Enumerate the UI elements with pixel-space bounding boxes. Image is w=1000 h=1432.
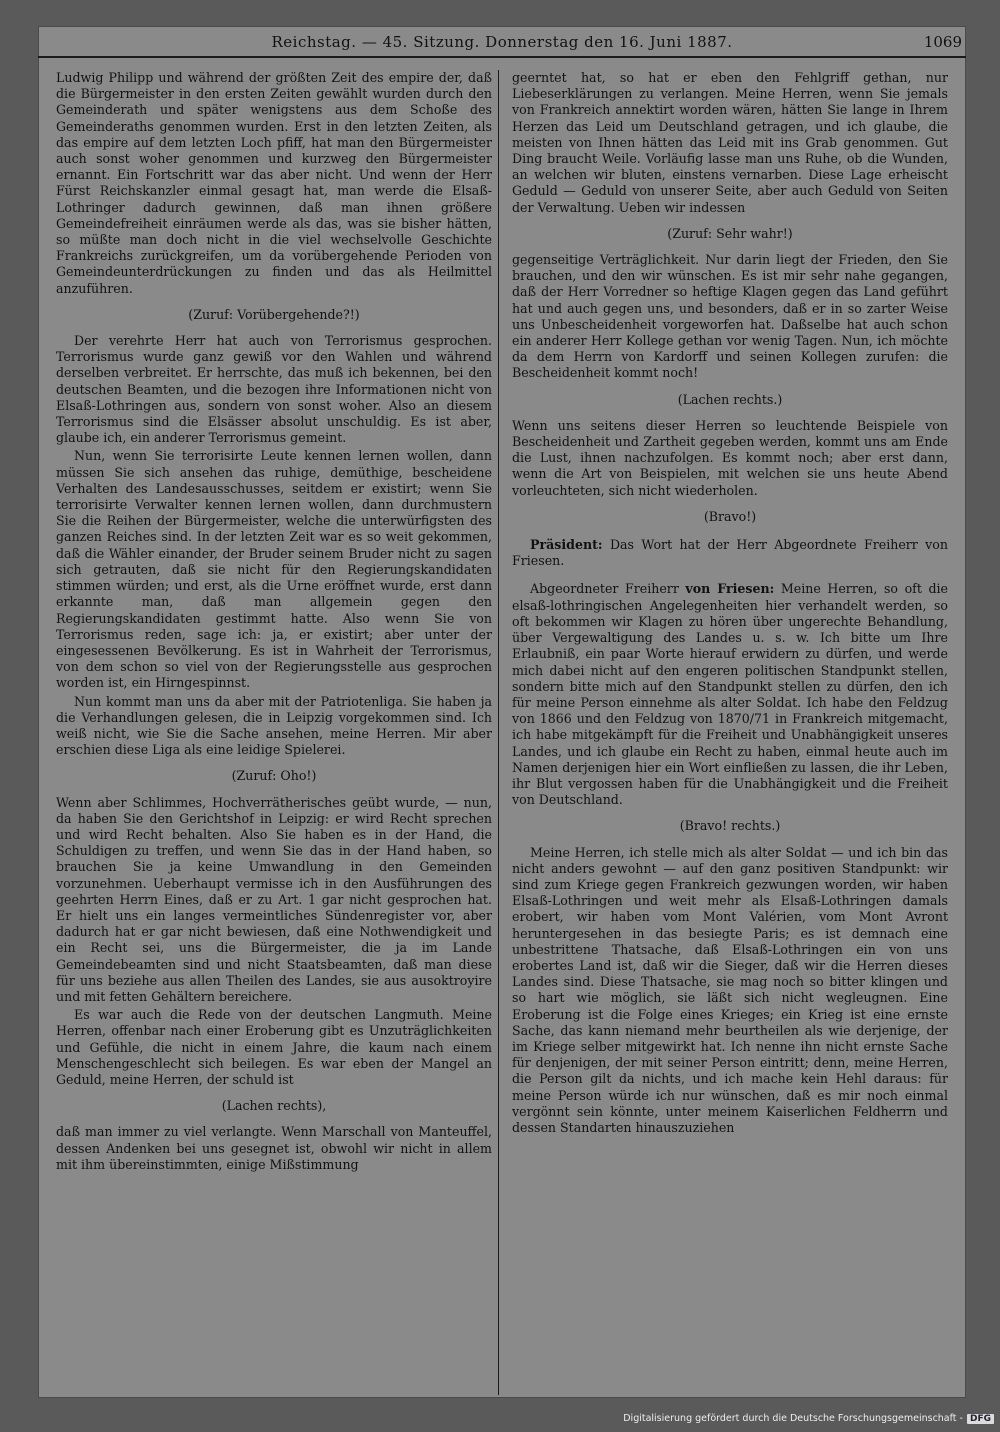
paragraph: Meine Herren, ich stelle mich als alter Soldat — und ich bin das nicht anders gewohnt — auf den ganz positiven Standpunkt: wir sind zum Kriege gegen Frankreich gezwungen worden, wir haben Elsaß-Lothringen und weit mehr als Elsaß-Lothringen damals erobert, wir haben vom Mont Valérien, vom Mont Avront heruntergesehen in das besiegte Paris; es ist demnach eine unbestrittene Thatsache, daß Elsaß-Lothringen ein von uns erobertes Land ist, daß wir die Sieger, daß wir die Herren dieses Landes sind. Diese Thatsache, sie mag noch so bitter klingen und so hart wie möglich, sie läßt sich nicht wegleugnen. Eine Eroberung ist die Folge eines Krieges; ein Krieg ist eine ernste Sache, das kann niemand mehr beurtheilen als wie derjenige, der im Kriege selber mitgewirkt hat. Ich nenne ihn nicht ernste Sache für denjenigen, der mit seiner Person eintritt; denn, meine Herren, die Person gilt da nichts, und ich mache kein Hehl daraus: für meine Person würde ich nur wünschen, daß es mir noch einmal vergönnt sein könnte, unter meinem Kaiserlichen Feldherrn und dessen Standarten hinauszuziehen bbox=[512, 844, 948, 1135]
speaker-name: von Friesen: bbox=[685, 581, 775, 597]
dfg-logo: DFG bbox=[967, 1414, 994, 1424]
page-number: 1069 bbox=[923, 33, 962, 51]
paragraph: Wenn aber Schlimmes, Hochverrätherisches geübt wurde, — nun, da haben Sie den Gerichtshof in Leipzig: er wird Recht sprechen und wird Recht behalten. Also Sie haben es in der Hand, die Schuldigen zu treffen, und wenn Sie das in der Hand haben, so brauchen Sie ja keine Umwandlung in den Gemeinden vorzunehmen. Ueberhaupt vermisse ich in den Ausführungen des geehrten Herrn Eines, daß er zu Art. 1 gar nicht gesprochen hat. Er hielt uns ein langes vermeintliches Sündenregister vor, aber dadurch hat er gar nicht bewiesen, daß eine Nothwendigkeit und ein Recht sei, uns die Bürgermeister, die ja im Lande Gemeindebeamten sind und nicht Staatsbeamten, daß man diese für uns beziehe aus allen Theilen des Landes, sie aus ausoktroyire und mit fetten Gehältern bereichere. bbox=[56, 794, 492, 1004]
paragraph: Es war auch die Rede von der deutschen Langmuth. Meine Herren, offenbar nach einer Eroberung gibt es Unzuträglichkeiten und Gefühle, die nicht in einem Jahre, die kaum nach einem Menschengeschlecht sich beilegen. Es war eben der Mangel an Geduld, meine Herren, der schuld ist bbox=[56, 1007, 492, 1087]
interjection: (Lachen rechts.) bbox=[677, 391, 783, 407]
paragraph: Wenn uns seitens dieser Herren so leuchtende Beispiele von Bescheidenheit und Zartheit gegeben werden, kommt uns am Ende die Lust, ihnen nachzufolgen. Es kommt noch; aber erst dann, wenn die Art von Beispielen, mit welchen sie uns heute Abend vorleuchteten, sich nicht wiederholen. bbox=[512, 417, 948, 498]
paragraph: geerntet hat, so hat er eben den Fehlgriff gethan, nur Liebeserklärungen zu verlangen. Meine Herren, wenn Sie jemals von Frankreich annektirt worden wären, hätten Sie lange in Ihrem Herzen das Leid um Deutschland getragen, und ich glaube, die meisten von Ihnen hätten das Leid mit ins Grab genommen. Gut Ding braucht Weile. Vorläufig lasse man uns Ruhe, ob die Wunden, an welchen wir bluten, einstens vernarben. Diese Lage erheischt Geduld — Geduld von unserer Seite, aber auch Geduld von Seiten der Verwaltung. Ueben wir indessen bbox=[512, 70, 948, 215]
paragraph: gegenseitige Verträglichkeit. Nur darin liegt der Frieden, den Sie brauchen, und den wir wünschen. Es ist mir sehr nahe gegangen, daß der Herr Vorredner so heftige Klagen gegen das Land geführt hat und auch gegen uns, und besonders, daß er in so zarter Weise uns Unbescheidenheit vorgeworfen hat. Daßselbe hat auch schon ein anderer Herr Kollege gethan vor wenig Tagen. Nun, ich möchte da dem Herrn von Kardorff und seinen Kollegen zurufen: die Bescheidenheit kommt noch! bbox=[512, 252, 948, 381]
interjection: (Bravo! rechts.) bbox=[679, 818, 781, 834]
speaker-prefix: Abgeordneter Freiherr bbox=[530, 581, 679, 597]
digitization-footer bbox=[0, 1413, 994, 1427]
paragraph: Nun kommt man uns da aber mit der Patriotenliga. Sie haben ja die Verhandlungen gelesen, die in Leipzig vorgekommen sind. Ich weiß nicht, wie Sie die Sache ansehen, meine Herren. Mir aber erschien diese Liga als eine leidige Spielerei. bbox=[56, 693, 492, 758]
footer-text: Digitalisierung gefördert durch die Deutsche Forschungsgemeinschaft - bbox=[623, 1413, 963, 1424]
page-header bbox=[38, 30, 966, 58]
interjection: (Bravo!) bbox=[703, 508, 757, 524]
paragraph: Nun, wenn Sie terrorisirte Leute kennen lernen wollen, dann müssen Sie sich ansehen das ruhige, demüthige, bescheidene Verhalten des Landesausschusses, seitdem er existirt; wenn Sie terrorisirte Verwalter kennen lernen wollen, dann durchmustern Sie die Reihen der Bürgermeister, welche die unterwürfigsten des ganzen Reiches sind. In der letzten Zeit war es so weit gekommen, daß die Wähler einander, der Bruder seinem Bruder nicht zu sagen sich getrauten, daß sie nicht für den Regierungskandidaten stimmen würden; und erst, als die Urne eröffnet wurde, erst dann erkannte man, daß man allgemein gegen den Regierungskandidaten gestimmt hatte. Also wenn Sie von Terrorismus reden, sage ich: ja, er existirt; aber unter der eingesessenen Bevölkerung. Es ist in Wahrheit der Terrorismus, von dem schon so viel von der Regierungsstelle aus gesprochen worden ist, ein Hirngespinnst. bbox=[56, 448, 492, 691]
column-divider bbox=[498, 70, 499, 1395]
paragraph: Der verehrte Herr hat auch von Terrorismus gesprochen. Terrorismus wurde ganz gewiß vor den Wahlen und während derselben verbreitet. Er herrschte, das muß ich bekennen, bei den deutschen Beamten, und die bezogen ihre Informationen nicht von Elsaß-Lothringen aus, sondern von sonst woher. Also an diesem Terrorismus sind die Elsässer absolut unschuldig. Es ist aber, glaube ich, ein anderer Terrorismus gemeint. bbox=[56, 333, 492, 446]
president-statement bbox=[512, 537, 948, 569]
right-column bbox=[512, 70, 948, 1395]
interjection: (Lachen rechts), bbox=[221, 1098, 327, 1114]
statement-text: Das Wort hat der Herr Abgeordnete Freiherr von Friesen. bbox=[512, 537, 948, 569]
running-title: Reichstag. — 45. Sitzung. Donnerstag den 16. Juni 1887. bbox=[271, 33, 733, 51]
interjection: (Zuruf: Oho!) bbox=[231, 768, 317, 784]
speaker-statement bbox=[512, 581, 948, 808]
statement-text: Meine Herren, so oft die elsaß-lothringischen Angelegenheiten hier verhandelt werden, so oft bekommen wir Klagen zu hören über ungerechte Behandlung, über Vergewaltigung des Landes u. s. w. Ich bitte um Ihre Erlaubniß, ein paar Worte hierauf erwidern zu dürfen, und werde mich dabei nicht auf den engeren politischen Standpunkt stellen, sondern bitte mich auf den Standpunkt stellen zu dürfen, den ich für meine Person einnehme als alter Soldat. Ich habe den Feldzug von 1866 und den Feldzug von 1870/71 in Frankreich mitgemacht, ich habe mitgekämpft für die Freiheit und Unabhängigkeit unseres Landes, und ich glaube ein Recht zu haben, einmal heute auch im Namen derjenigen hier ein Wort einfließen zu lassen, die ihr Leben, ihr Blut vergossen haben für die Unabhängigkeit und die Freiheit von Deutschland. bbox=[512, 581, 948, 808]
document-page bbox=[38, 26, 966, 1398]
interjection: (Zuruf: Sehr wahr!) bbox=[667, 225, 793, 241]
speaker-label: Präsident: bbox=[530, 537, 603, 553]
paragraph: daß man immer zu viel verlangte. Wenn Marschall von Manteuffel, dessen Andenken bei uns gesegnet ist, obwohl wir nicht in allem mit ihm übereinstimmten, einige Mißstimmung bbox=[56, 1124, 492, 1172]
paragraph: Ludwig Philipp und während der größten Zeit des empire der, daß die Bürgermeister in den ersten Zeiten gewählt wurden durch den Gemeinderath und später wenigstens aus dem Schoße des Gemeinderaths genommen wurden. Erst in den letzten Zeiten, als das empire auf dem letzten Loch pfiff, hat man den Bürgermeister auch sonst woher genommen und kurzweg den Bürgermeister ernannt. Ein Fortschritt war das aber nicht. Und wenn der Herr Fürst Reichskanzler einmal gesagt hat, man werde die Elsaß-Lothringer dadurch gewinnen, daß man ihnen größere Gemeindefreiheit einräumen werde als das, was sie bisher hätten, so müßte man doch nicht in die viel wechselvolle Geschichte Frankreichs zurückgreifen, um da vorübergehende Perioden von Gemeindeunterdrückungen zu finden und das als Heilmittel anzuführen. bbox=[56, 70, 492, 296]
interjection: (Zuruf: Vorübergehende?!) bbox=[188, 306, 360, 322]
left-column bbox=[56, 70, 492, 1395]
